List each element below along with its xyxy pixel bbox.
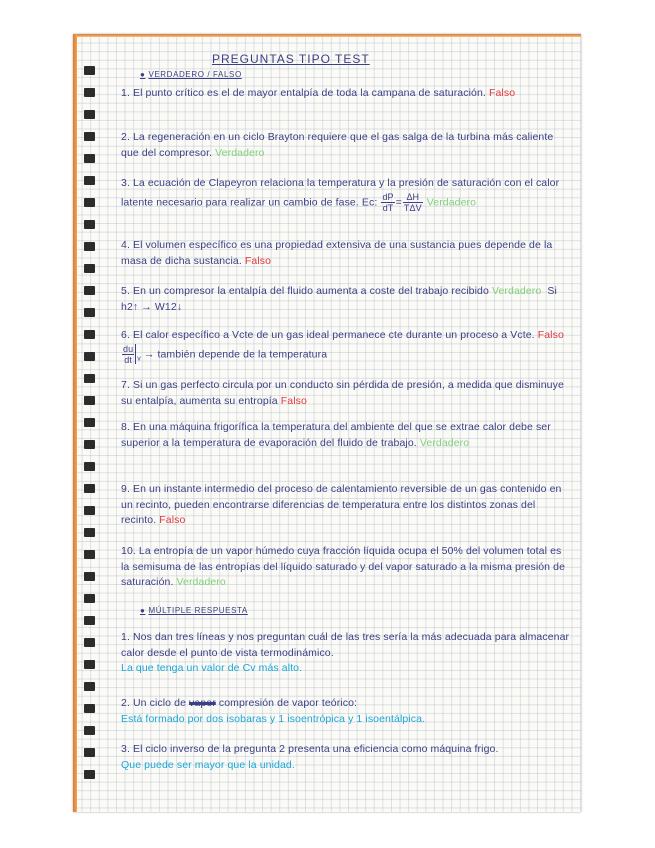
- answer-true: Verdadero: [176, 576, 226, 588]
- binding-hole: [84, 682, 95, 691]
- question-vf-9: [121, 482, 571, 529]
- binding-hole: [84, 594, 95, 603]
- question-text: 8. En una máquina frigorífica la temperatura del ambiente del que se extrae calor debe ser superior a la temperatura de evaporación del fluido de trabajo.: [121, 421, 551, 449]
- answer-text: Que puede ser mayor que la unidad.: [121, 758, 295, 771]
- notebook-binding: [84, 0, 96, 848]
- bullet-icon: ●: [140, 70, 146, 79]
- binding-hole: [84, 462, 95, 471]
- question-text: 2. La regeneración en un ciclo Brayton requiere que el gas salga de la turbina más caliente que del compresor.: [121, 131, 554, 159]
- answer-false: Falso: [537, 329, 564, 341]
- binding-hole: [84, 704, 95, 713]
- clapeyron-formula-lhs: $\frac{dP}{dT}$: [382, 191, 394, 213]
- binding-hole: [84, 660, 95, 669]
- binding-hole: [84, 572, 95, 581]
- question-vf-3: 3. La ecuación de Clapeyron relaciona la temperatura y la presión de saturación con el calor latente necesario para realizar un cambio de fase. Ec: $\frac{dP}{dT}$ = $\frac{\Delta H}{\text{TΔV}}$ Verdadero: [121, 177, 560, 213]
- question-text: 3. La ecuación de Clapeyron relaciona la temperatura y la presión de saturación con el calor latente necesario para realizar un cambio de fase.: [121, 177, 560, 208]
- binding-hole: [84, 616, 95, 625]
- binding-hole: [84, 352, 95, 361]
- answer-true: Verdadero: [426, 195, 477, 208]
- binding-hole: [84, 550, 95, 559]
- question-text: 7. Si un gas perfecto circula por un conducto sin pérdida de presión, a medida que disminuye su entalpía, aumenta su entropía: [121, 379, 564, 407]
- binding-hole: [84, 154, 95, 163]
- binding-hole: [84, 396, 95, 405]
- binding-hole: [84, 506, 95, 515]
- question-text: 2. Un ciclo de: [121, 697, 187, 709]
- question-text: 4. El volumen específico es una propiedad extensiva de una sustancia pues depende de la masa de dicha sustancia.: [121, 239, 553, 267]
- question-text: 1. Nos dan tres líneas y nos preguntan cuál de las tres sería la más adecuada para almacenar calor desde el punto de vista termodinámico.: [121, 631, 570, 659]
- question-vf-1: [121, 86, 571, 102]
- question-text: 1. El punto crítico es el de mayor entalpía de toda la campana de saturación.: [121, 87, 486, 99]
- question-mc-1: [121, 630, 571, 677]
- binding-hole: [84, 528, 95, 537]
- question-vf-7: [121, 378, 571, 409]
- formula-prefix: Ec:: [361, 195, 378, 208]
- binding-hole: [84, 726, 95, 735]
- question-text: 5. En un compresor la entalpía del fluido aumenta a coste del trabajo recibido: [121, 285, 489, 297]
- binding-hole: [84, 264, 95, 273]
- question-mc-3: [121, 742, 571, 773]
- answer-true: Verdadero: [419, 436, 470, 449]
- binding-hole: [84, 198, 95, 207]
- binding-hole: [84, 770, 95, 779]
- section-heading-mc: [140, 606, 248, 615]
- page-top-edge: [73, 34, 581, 37]
- question-vf-8: [121, 420, 571, 451]
- page-title: PREGUNTAS TIPO TEST: [212, 52, 370, 66]
- annotation-note: → también depende de la temperatura: [143, 347, 328, 360]
- clapeyron-formula-rhs: $\frac{\Delta H}{\text{TΔV}}$: [403, 191, 422, 213]
- question-vf-6: [121, 328, 571, 366]
- question-text: 9. En un instante intermedio del proceso de calentamiento reversible de un gas contenido en un recinto, pueden encontrarse diferencias de temperatura entre los distintos zonas del recinto.: [121, 483, 562, 526]
- binding-hole: [84, 638, 95, 647]
- answer-false: Falso: [159, 514, 186, 526]
- answer-false: Falso: [280, 394, 307, 407]
- question-mc-2: [121, 696, 571, 727]
- question-text: 3. El ciclo inverso de la pregunta 2 presenta una eficiencia como máquina frigo.: [121, 743, 499, 755]
- binding-hole: [84, 132, 95, 141]
- section-label: MÚLTIPLE RESPUESTA: [148, 606, 248, 615]
- binding-hole: [84, 66, 95, 75]
- binding-hole: [84, 748, 95, 757]
- binding-hole: [84, 110, 95, 119]
- bullet-icon: ●: [140, 606, 146, 615]
- binding-hole: [84, 374, 95, 383]
- section-label: VERDADERO / FALSO: [148, 70, 242, 79]
- binding-hole: [84, 220, 95, 229]
- annotation-note: Si h2↑ → W12↓: [121, 285, 557, 313]
- binding-hole: [84, 242, 95, 251]
- answer-false: Falso: [488, 87, 516, 99]
- binding-hole: [84, 440, 95, 449]
- struck-word: vapor: [189, 697, 216, 709]
- question-vf-10: [121, 544, 571, 591]
- answer-text: Está formado por dos isobaras y 1 isoentrópica y 1 isoentálpica.: [121, 712, 426, 725]
- question-text: compresión de vapor teórico:: [218, 697, 358, 709]
- question-vf-4: [121, 238, 571, 269]
- derivative-notation: $\frac{du}{dt}$: [123, 343, 134, 365]
- question-vf-5: [121, 284, 571, 315]
- binding-hole: [84, 330, 95, 339]
- binding-hole: [84, 176, 95, 185]
- answer-true: Verdadero: [491, 285, 542, 297]
- answer-true: Verdadero: [215, 146, 265, 159]
- binding-hole: [84, 88, 95, 97]
- answer-text: La que tenga un valor de Cv más alto.: [121, 662, 303, 674]
- binding-hole: [84, 418, 95, 427]
- binding-hole: [84, 484, 95, 493]
- page-left-edge: [73, 34, 77, 812]
- binding-hole: [84, 286, 95, 295]
- question-text: 6. El calor específico a Vcte de un gas ideal permanece cte durante un proceso a Vcte.: [121, 329, 535, 341]
- binding-hole: [84, 308, 95, 317]
- subscript-v: v: [137, 354, 141, 362]
- answer-false: Falso: [244, 254, 272, 267]
- question-text: 10. La entropía de un vapor húmedo cuya fracción líquida ocupa el 50% del volumen total es la semisuma de las entropías del líquido saturado y del vapor saturado a la misma presión de saturación.: [121, 545, 566, 588]
- question-vf-2: [121, 130, 571, 161]
- section-heading-vf: [140, 70, 242, 79]
